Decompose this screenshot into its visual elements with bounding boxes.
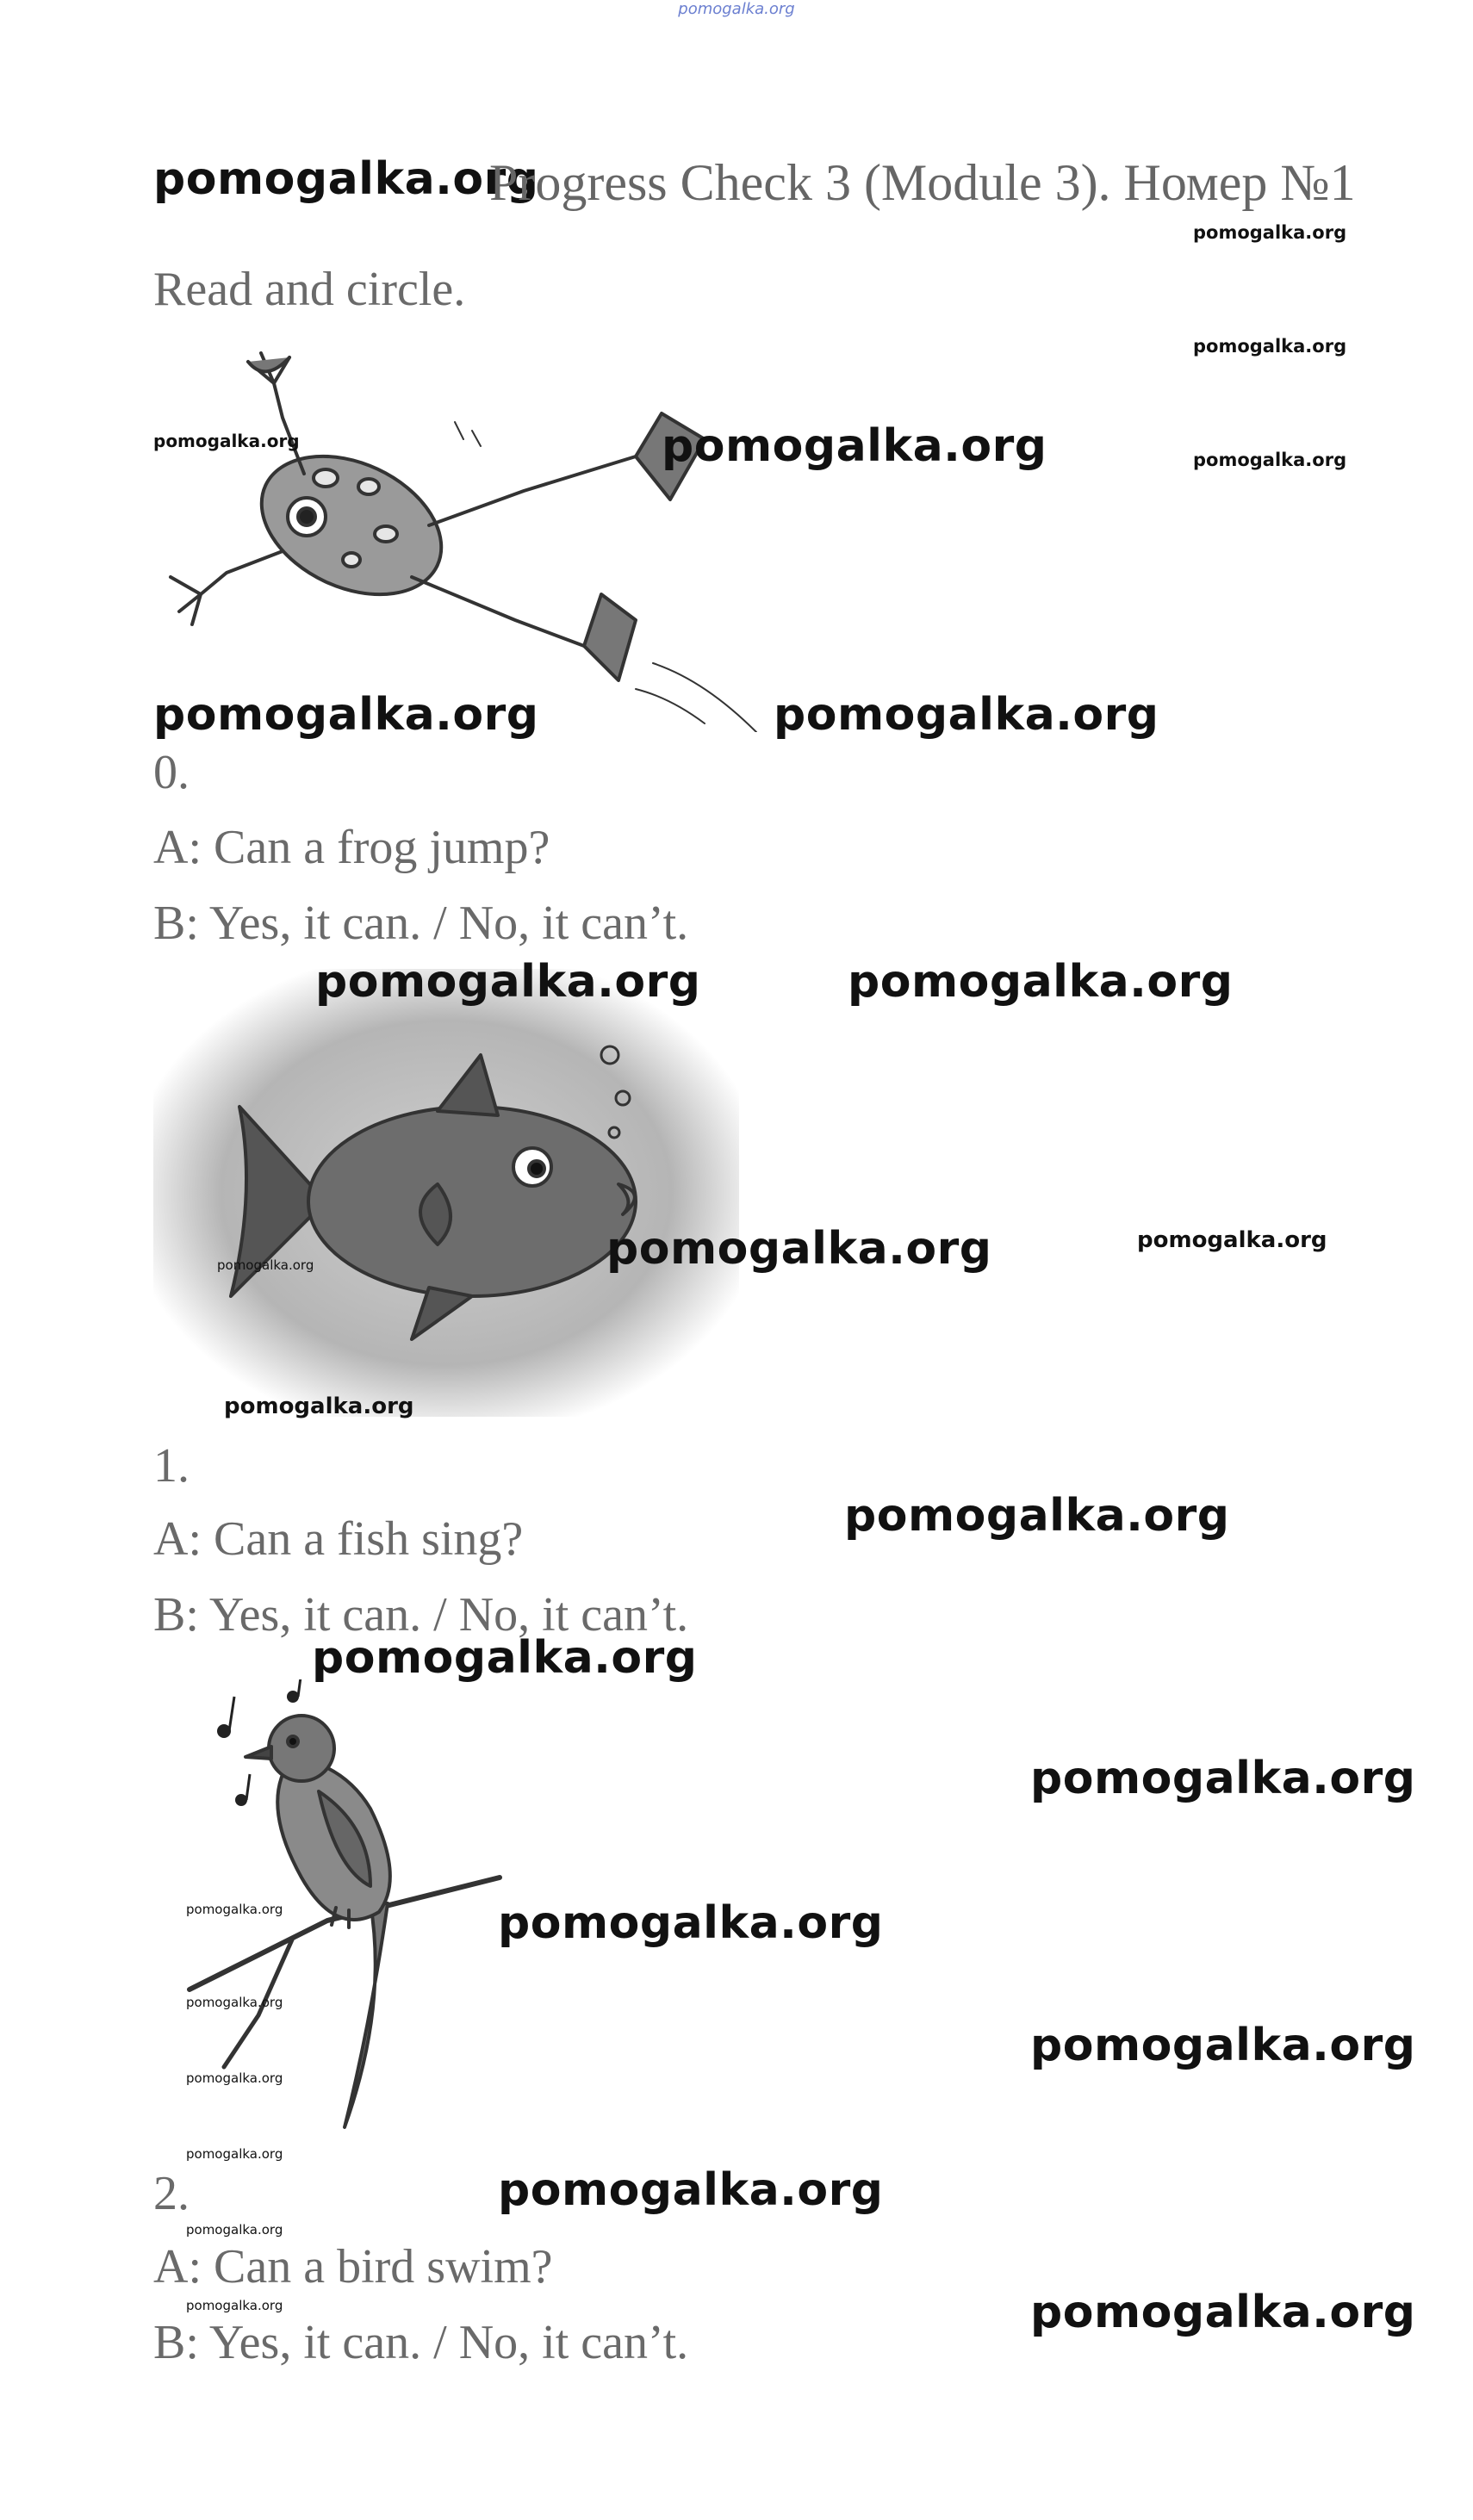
instruction: Read and circle. <box>153 263 466 316</box>
watermark: pomogalka.org <box>774 689 1159 741</box>
page-title: Progress Check 3 (Module 3). Номер №1 <box>489 154 1356 211</box>
fish-illustration <box>153 969 739 1417</box>
watermark: pomogalka.org <box>606 1223 992 1275</box>
watermark: pomogalka.org <box>186 2146 283 2162</box>
question: A: Can a bird swim? <box>153 2240 553 2293</box>
watermark: pomogalka.org <box>1193 222 1347 243</box>
answer-options: B: Yes, it can. / No, it can’t. <box>153 2316 689 2369</box>
brand-watermark: pomogalka.org <box>153 153 539 205</box>
watermark: pomogalka.org <box>662 420 1047 472</box>
watermark: pomogalka.org <box>224 1393 414 1419</box>
item-number: 2. <box>153 2167 190 2220</box>
watermark: pomogalka.org <box>1030 2020 1416 2071</box>
watermark: pomogalka.org <box>186 1995 283 2010</box>
item-number: 1. <box>153 1439 190 1493</box>
watermark: pomogalka.org <box>848 956 1234 1008</box>
watermark: pomogalka.org <box>153 689 539 741</box>
watermark: pomogalka.org <box>1030 1753 1416 1804</box>
watermark: pomogalka.org <box>844 1490 1230 1542</box>
watermark: pomogalka.org <box>315 956 701 1008</box>
watermark: pomogalka.org <box>153 431 300 451</box>
watermark: pomogalka.org <box>186 1902 283 1917</box>
watermark: pomogalka.org <box>1030 2287 1416 2338</box>
watermark: pomogalka.org <box>186 2070 283 2086</box>
watermark: pomogalka.org <box>1193 336 1347 357</box>
site-top-watermark: pomogalka.org <box>678 0 795 18</box>
watermark: pomogalka.org <box>1193 450 1347 470</box>
watermark: pomogalka.org <box>498 2164 884 2216</box>
frog-illustration <box>153 336 791 732</box>
answer-options: B: Yes, it can. / No, it can’t. <box>153 897 689 950</box>
item-number: 0. <box>153 746 190 799</box>
watermark: pomogalka.org <box>217 1257 314 1273</box>
watermark: pomogalka.org <box>498 1897 884 1949</box>
question: A: Can a fish sing? <box>153 1512 524 1566</box>
watermark: pomogalka.org <box>186 2222 283 2238</box>
watermark: pomogalka.org <box>186 2298 283 2313</box>
question: A: Can a frog jump? <box>153 821 550 874</box>
watermark: pomogalka.org <box>312 1632 698 1684</box>
answer-options: B: Yes, it can. / No, it can’t. <box>153 1588 689 1642</box>
watermark: pomogalka.org <box>1137 1227 1327 1253</box>
